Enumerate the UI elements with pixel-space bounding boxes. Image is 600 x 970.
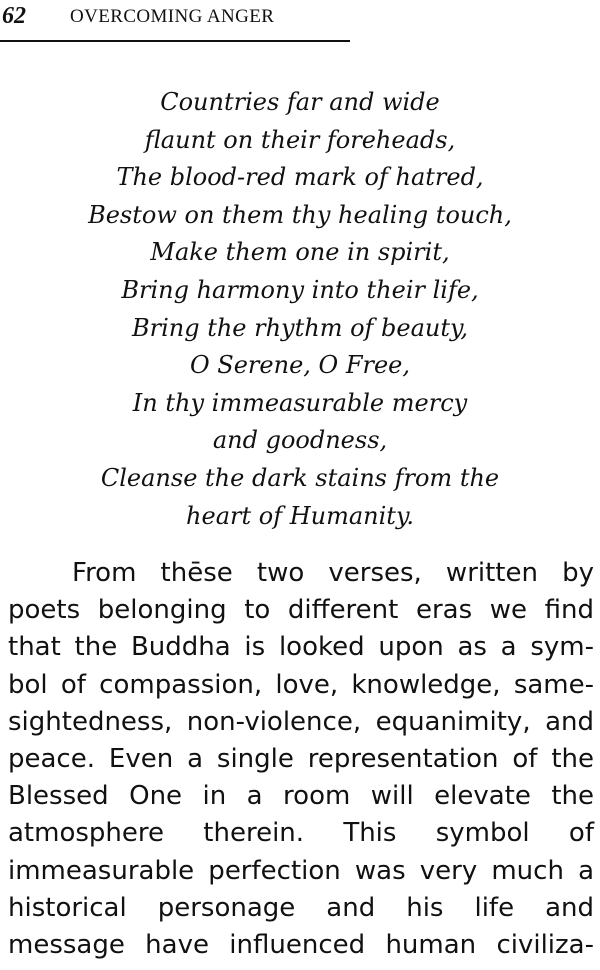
paragraph-line: poets belonging to different eras we find bbox=[8, 595, 594, 626]
verse-block bbox=[0, 84, 600, 535]
verse-line: Bring the rhythm of beauty, bbox=[131, 313, 469, 342]
verse-line: Bestow on them thy healing touch, bbox=[88, 200, 512, 229]
paragraph-line: bol of compassion, love, knowledge, same- bbox=[8, 669, 594, 700]
page-header bbox=[0, 0, 350, 42]
verse-line: and goodness, bbox=[212, 426, 388, 455]
verse-line: O Serene, O Free, bbox=[189, 351, 410, 380]
paragraph-line: immeasurable perfection was very much a bbox=[8, 855, 594, 886]
verse-line: The blood-red mark of hatred, bbox=[116, 163, 484, 192]
verse-line: flaunt on their foreheads, bbox=[144, 125, 456, 154]
paragraph-line: that the Buddha is looked upon as a sym- bbox=[8, 632, 594, 663]
verse-line: Make them one in spirit, bbox=[150, 238, 450, 267]
running-head: OVERCOMING ANGER bbox=[70, 6, 275, 27]
paragraph-line: sightedness, non-violence, equanimity, and bbox=[8, 706, 594, 737]
page-number: 62 bbox=[2, 3, 26, 29]
paragraph-line: message have influenced human civiliza- bbox=[8, 930, 594, 961]
paragraph-line: From thēse two verses, written by bbox=[72, 558, 594, 588]
paragraph-line: peace. Even a single representation of the bbox=[8, 744, 594, 775]
paragraph-line: atmosphere therein. This symbol of bbox=[8, 818, 594, 849]
paragraph-line: Blessed One in a room will elevate the bbox=[8, 781, 594, 812]
verse-line: heart of Humanity. bbox=[186, 501, 414, 530]
verse-line: Bring harmony into their life, bbox=[121, 275, 479, 304]
verse-line: In thy immeasurable mercy bbox=[132, 388, 468, 417]
verse-line: Countries far and wide bbox=[160, 88, 440, 116]
body-paragraph bbox=[8, 555, 594, 964]
verse-line: Cleanse the dark stains from the bbox=[100, 463, 500, 492]
paragraph-line: historical personage and his life and bbox=[8, 892, 594, 923]
